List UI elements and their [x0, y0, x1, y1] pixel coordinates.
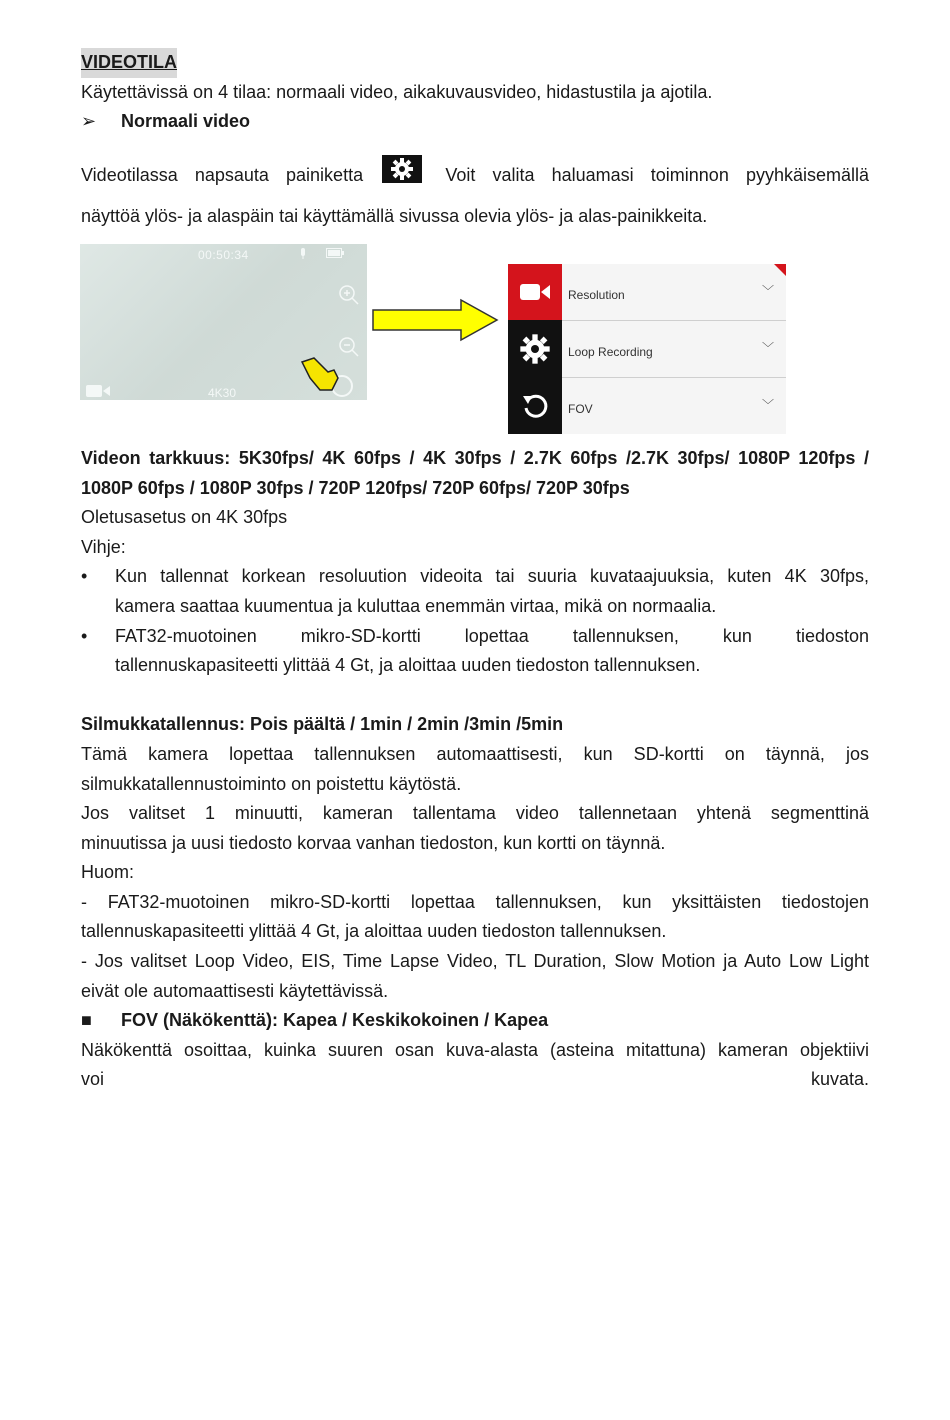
tip-line1: FAT32-muotoinen mikro-SD-kortti lopettaa tallennuksen, kun tiedoston [115, 625, 869, 646]
loop-p2-line2: minuutissa ja uusi tiedosto korvaa vanhan tiedoston, kun kortti on täynnä. [81, 832, 666, 853]
tip-label: Vihje: [81, 536, 126, 557]
chevron-down-icon: ﹀ [761, 340, 774, 355]
bullet-dot: • [81, 625, 88, 646]
loop-note2-line2: eivät ole automaattisesti käytettävissä. [81, 980, 389, 1001]
battery-icon [326, 248, 344, 258]
normal-video-paragraph [81, 155, 869, 191]
corner-marker [774, 264, 786, 276]
resolution-line2: 1080P 60fps / 1080P 30fps / 720P 120fps/ 720P 60fps/ 720P 30fps [81, 477, 630, 498]
back-tab [508, 378, 562, 434]
intro-text: Käytettävissä on 4 tilaa: normaali video, aikakuvausvideo, hidastustila ja ajotila. [81, 81, 713, 102]
loop-p1-line1: Tämä kamera lopettaa tallennuksen automaattisesti, kun SD-kortti on täynnä, jos [81, 743, 869, 764]
chevron-down-icon: ﹀ [761, 283, 774, 298]
text-before-icon: Videotilassa napsauta painiketta [81, 164, 364, 185]
gear-icon [519, 333, 551, 365]
yellow-arrow-icon [371, 298, 501, 342]
resolution-line1: Videon tarkkuus: 5K30fps/ 4K 60fps / 4K 30fps / 2.7K 60fps /2.7K 30fps/ 1080P 120fps / [81, 447, 869, 468]
fov-line2-end: kuvata. [810, 1069, 869, 1090]
fov-heading [81, 1006, 869, 1036]
menu-sidebar [508, 264, 562, 434]
page-title: VIDEOTILA [81, 48, 177, 78]
tip-line2: kamera saattaa kuumentua ja kuluttaa enemmän virtaa, mikä on normaalia. [115, 595, 717, 616]
menu-option-fov [562, 378, 786, 434]
figures-row [81, 240, 869, 438]
document-page [81, 48, 869, 1095]
text-after-icon: Voit valita haluamasi toiminnon pyyhkäisemällä [445, 164, 869, 185]
refresh-icon [521, 392, 549, 420]
fov-line2 [81, 1065, 869, 1095]
loop-note1-line2: tallennuskapasiteetti ylittää 4 Gt, ja aloittaa uuden tiedoston tallennuksen. [81, 921, 667, 942]
tip-item [81, 562, 869, 621]
loop-p2-line1: Jos valitset 1 minuutti, kameran tallentama video tallennetaan yhtenä segmenttinä [81, 803, 869, 824]
pointing-hand-icon [298, 356, 358, 400]
fov-line2-start: voi [81, 1069, 105, 1090]
menu-option-loop-recording [562, 321, 786, 378]
recording-timer: 00:50:34 [198, 247, 249, 262]
resolution-default: Oletusasetus on 4K 30fps [81, 507, 288, 528]
menu-option-resolution [562, 264, 786, 321]
loop-p1-line2: silmukkatallennustoiminto on poistettu käytöstä. [81, 773, 462, 794]
fov-title: FOV (Näkökenttä): Kapea / Keskikokoinen / Kapea [121, 1010, 549, 1031]
camera-preview-screenshot [80, 244, 367, 400]
arrow-bullet-icon: ➢ [81, 111, 97, 132]
resolution-label: 4K30 [208, 385, 237, 400]
fov-line1: Näkökenttä osoittaa, kuinka suuren osan kuva-alasta (asteina mitattuna) kameran objektiivi [81, 1039, 869, 1060]
settings-gear-icon [382, 155, 422, 183]
option-label: Loop Recording [568, 344, 653, 359]
tip-line2: tallennuskapasiteetti ylittää 4 Gt, ja aloittaa uuden tiedoston tallennuksen. [115, 655, 701, 676]
loop-note-label: Huom: [81, 862, 135, 883]
bullet-dot: • [81, 566, 88, 587]
microphone-icon [298, 248, 308, 260]
tip-item [81, 622, 869, 681]
tip-line1: Kun tallennat korkean resoluution videoita tai suuria kuvataajuuksia, kuten 4K 30fps, [115, 566, 869, 587]
video-camera-icon [86, 384, 110, 398]
video-camera-icon [520, 282, 550, 302]
zoom-in-icon [338, 284, 360, 306]
settings-tab [508, 321, 562, 377]
loop-title: Silmukkatallennus: Pois päältä / 1min / 2min /3min /5min [81, 714, 564, 735]
normal-video-line2: näyttöä ylös- ja alaspäin tai käyttämällä sivussa olevia ylös- ja alas-painikkeita. [81, 206, 708, 227]
option-label: FOV [568, 401, 593, 416]
normal-video-heading [81, 107, 869, 137]
zoom-out-icon [338, 336, 360, 358]
video-mode-tab [508, 264, 562, 320]
loop-note2-line1: - Jos valitset Loop Video, EIS, Time Lapse Video, TL Duration, Slow Motion ja Auto Low Light [81, 951, 869, 972]
settings-menu-screenshot [508, 264, 786, 434]
option-label: Resolution [568, 287, 625, 302]
loop-note1-line1: - FAT32-muotoinen mikro-SD-kortti lopettaa tallennuksen, kun yksittäisten tiedostojen [81, 891, 869, 912]
chevron-down-icon: ﹀ [761, 397, 774, 412]
normal-video-title: Normaali video [121, 111, 251, 132]
square-bullet-icon: ■ [81, 1010, 92, 1031]
